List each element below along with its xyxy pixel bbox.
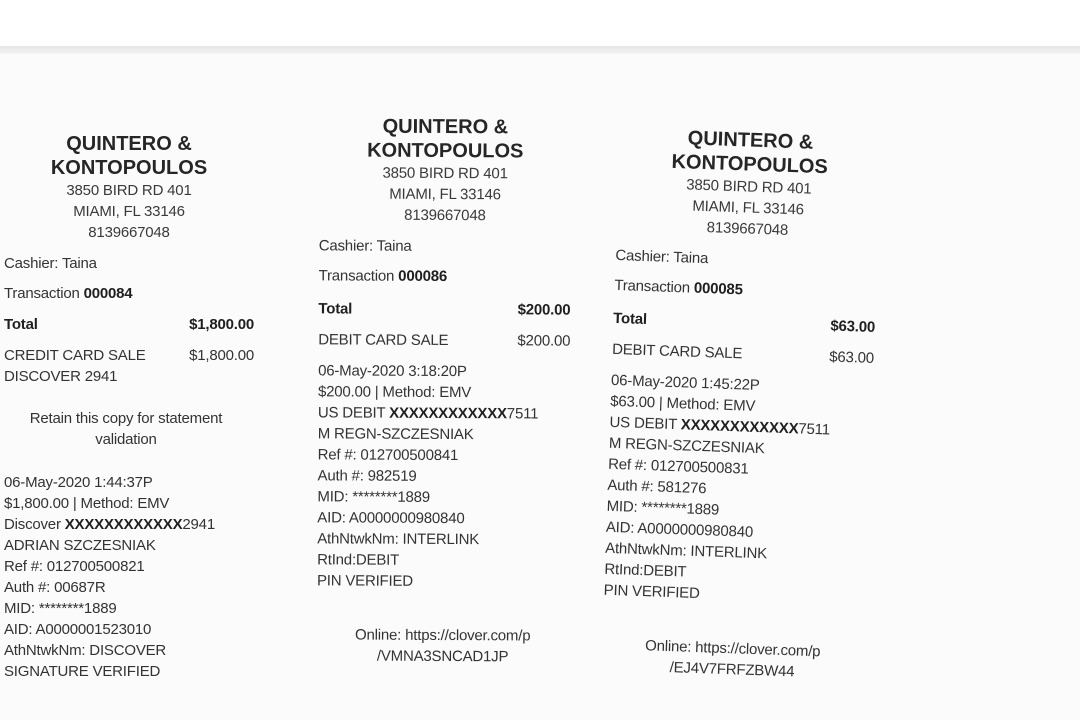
sale-label: DEBIT CARD SALE (611, 340, 743, 363)
online-receipt-link-line-1: Online: https://clover.com/p (355, 626, 531, 645)
card-type: US DEBIT (317, 404, 390, 422)
network-name: AthNtwkNm: INTERLINK (604, 539, 768, 563)
cardholder-name: ADRIAN SZCZESNIAK (4, 537, 156, 554)
sale-label: DEBIT CARD SALE (318, 331, 449, 350)
verification-method: PIN VERIFIED (603, 581, 700, 603)
online-receipt-link-line-2: /EJ4V7FRFZBW44 (669, 659, 795, 681)
store-phone: 8139667048 (404, 206, 486, 225)
application-id: AID: A0000000980840 (317, 509, 465, 528)
network-name: AthNtwkNm: INTERLINK (317, 530, 480, 549)
method-line: $200.00 | Method: EMV (317, 383, 472, 402)
total-row (318, 298, 570, 320)
total-row (4, 314, 254, 335)
store-phone: 8139667048 (706, 219, 789, 239)
store-phone: 8139667048 (88, 224, 170, 241)
sale-label: CREDIT CARD SALE (4, 347, 146, 364)
transaction-line (319, 265, 571, 287)
receipt-transaction-000085 (601, 124, 882, 685)
cashier-line: Cashier: Taina (4, 255, 97, 272)
datetime: 06-May-2020 3:18:20P (318, 362, 467, 381)
store-address-line-2: MIAMI, FL 33146 (389, 185, 501, 204)
sale-row (4, 345, 254, 366)
reference-number: Ref #: 012700500841 (317, 446, 459, 465)
auth-number: Auth #: 00687R (4, 579, 106, 596)
reference-number: Ref #: 012700500831 (607, 455, 749, 478)
total-label: Total (4, 316, 38, 333)
routing-indicator: RtInd:DEBIT (317, 551, 400, 569)
store-name-line-1: QUINTERO & (382, 115, 509, 139)
merchant-id: MID: ********1889 (4, 600, 117, 617)
transaction-number: 000084 (83, 285, 133, 302)
online-receipt-link-line-2: /VMNA3SNCAD1JP (376, 647, 509, 666)
cashier-line: Cashier: Taina (615, 246, 709, 268)
card-last4: 7511 (798, 420, 831, 439)
merchant-id: MID: ********1889 (606, 497, 720, 519)
reference-number: Ref #: 012700500821 (4, 558, 145, 575)
card-line: DISCOVER 2941 (4, 368, 118, 385)
transaction-label: Transaction (614, 276, 695, 297)
sale-row (318, 329, 570, 351)
store-name-line-1: QUINTERO & (66, 133, 192, 155)
auth-number: Auth #: 581276 (607, 476, 707, 498)
store-address-line-1: 3850 BIRD RD 401 (382, 164, 508, 183)
store-name-line-2: KONTOPOULOS (367, 139, 524, 163)
receipt-transaction-000084 (4, 132, 254, 682)
total-label: Total (318, 300, 353, 318)
store-address-line-2: MIAMI, FL 33146 (73, 203, 185, 220)
store-name-line-1: QUINTERO & (687, 127, 814, 154)
receipt-transaction-000086 (317, 114, 572, 667)
store-name-line-2: KONTOPOULOS (671, 150, 829, 179)
application-id: AID: A0000000980840 (605, 518, 754, 541)
card-last4: 2941 (182, 516, 215, 533)
sale-amount: $200.00 (517, 332, 571, 350)
verification-method: PIN VERIFIED (316, 572, 414, 590)
card-last4: 7511 (506, 405, 539, 423)
network-name: AthNtwkNm: DISCOVER (4, 642, 167, 659)
total-amount: $63.00 (830, 317, 876, 337)
card-masked: XXXXXXXXXXXX (680, 416, 799, 438)
card-masked: XXXXXXXXXXXX (64, 516, 183, 533)
cardholder-name: M REGN-SZCZESNIAK (608, 434, 765, 458)
transaction-label: Transaction (318, 267, 399, 285)
routing-indicator: RtInd:DEBIT (604, 560, 687, 581)
verification-method: SIGNATURE VERIFIED (4, 663, 161, 680)
application-id: AID: A0000001523010 (4, 621, 152, 638)
method-line: $63.00 | Method: EMV (610, 392, 756, 415)
store-name-line-2: KONTOPOULOS (50, 157, 208, 179)
method-line: $1,800.00 | Method: EMV (4, 495, 170, 512)
card-masked: XXXXXXXXXXXX (389, 404, 507, 423)
store-address-line-1: 3850 BIRD RD 401 (66, 182, 192, 199)
card-number-line (318, 402, 570, 424)
transaction-number: 000086 (398, 267, 448, 286)
retain-note: Retain this copy for statement validation (29, 410, 223, 448)
store-address-line-1: 3850 BIRD RD 401 (686, 176, 812, 198)
total-amount: $1,800.00 (189, 316, 254, 333)
transaction-number: 000085 (693, 279, 744, 299)
card-number-line (4, 514, 254, 535)
card-type: Discover (4, 516, 65, 533)
merchant-id: MID: ********1889 (317, 488, 430, 506)
auth-number: Auth #: 982519 (317, 467, 417, 485)
top-margin (0, 0, 1080, 46)
datetime: 06-May-2020 1:45:22P (610, 371, 760, 395)
cardholder-name: M REGN-SZCZESNIAK (317, 425, 474, 444)
transaction-line (4, 283, 254, 304)
datetime: 06-May-2020 1:44:37P (4, 474, 153, 491)
page-edge (0, 46, 1080, 54)
sale-amount: $63.00 (829, 348, 875, 368)
card-type: US DEBIT (609, 413, 682, 434)
cashier-line: Cashier: Taina (318, 237, 412, 255)
total-label: Total (612, 309, 648, 329)
transaction-label: Transaction (4, 285, 84, 302)
online-receipt-link-line-1: Online: https://clover.com/p (644, 637, 821, 661)
total-amount: $200.00 (517, 301, 571, 319)
sale-amount: $1,800.00 (189, 347, 254, 364)
store-address-line-2: MIAMI, FL 33146 (692, 197, 805, 219)
